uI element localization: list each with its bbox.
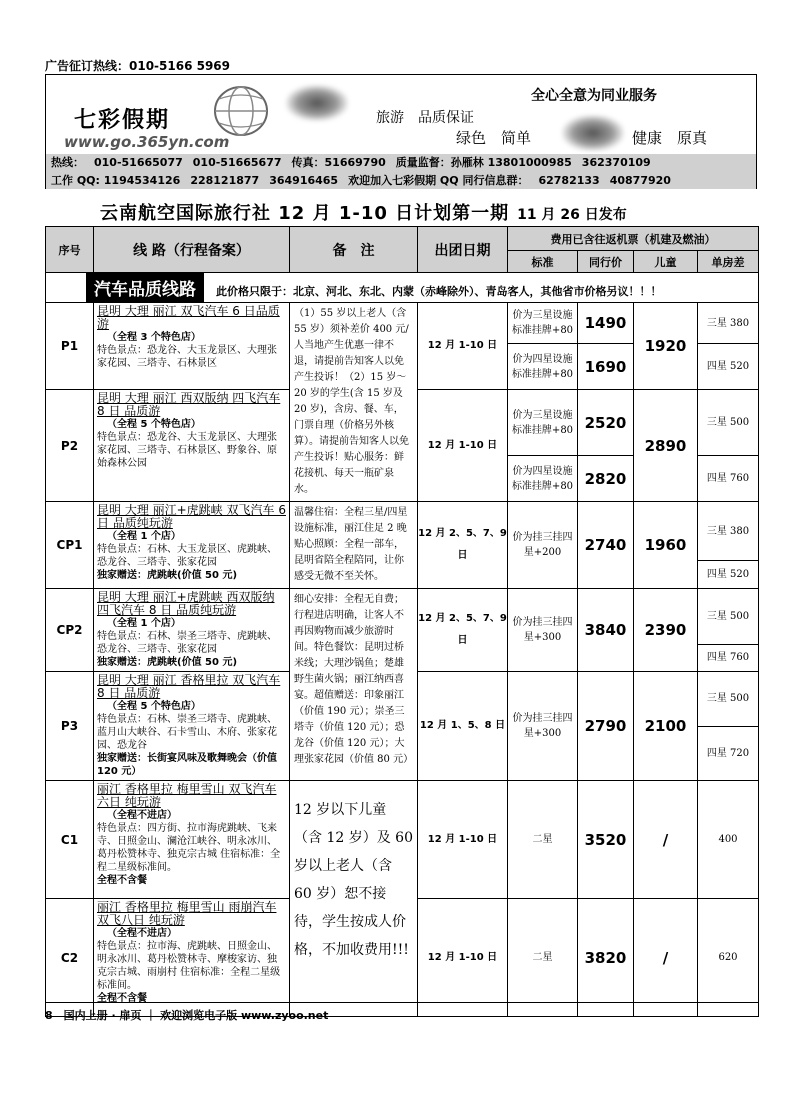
route-shop-count: （全程 1 个店） [107,618,181,629]
route-code: P2 [46,390,94,502]
route-code: P1 [46,303,94,390]
tour-price-table [45,226,759,1017]
child-price: 2390 [634,589,698,672]
hotel-standard: 价为四星设施标准挂牌+80 [508,456,578,502]
peer-price: 2740 [578,502,634,589]
page-header [45,74,757,189]
route-shop-count: （全程 1 个店） [107,531,181,542]
route-info [94,502,290,589]
col-header-fee: 费用已含往返机票（机建及燃油） [508,227,759,251]
route-code: CP2 [46,589,94,672]
ad-hotline: 广告征订热线：010-5166 5969 [45,59,231,73]
route-highlights: 特色景点：石林、崇圣三塔寺、虎跳峡、恐龙谷、三塔寺、张家花园 [97,631,277,655]
single-supplement: 三星 500 [698,589,759,645]
route-title[interactable]: 昆明 大理 丽江 香格里拉 双飞汽车 8 日 品质游 [97,673,281,700]
peer-price: 3820 [578,899,634,1017]
route-info [94,672,290,781]
route-highlights: 特色景点：恐龙谷、大玉龙景区、大理张家花园、三塔寺、石林景区 [97,345,277,369]
single-supplement: 620 [698,899,759,1017]
page-footer: 8 国内上册 · 扉页 ｜ 欢迎浏览电子版 www.zyoo.net [45,1009,329,1022]
route-title[interactable]: 昆明 大理 丽江+虎跳峡 双飞汽车 6 日 品质纯玩游 [97,503,286,530]
notes-group-2: 温馨住宿：全程三星/四星设施标准，丽江住足 2 晚 贴心照顾：全程一部车，昆明省陪全程陪同，让你感受无微不至关怀。 [290,502,418,589]
depart-date: 12 月 2、5、7、9 日 [418,589,508,672]
child-price: 2890 [634,390,698,502]
depart-date: 12 月 1-10 日 [418,303,508,390]
route-highlights: 特色景点：四方街、拉市海虎跳峡、飞来寺、日照金山、澜沧江峡谷、明永冰川、葛丹松赞林寺、独克宗古城 住宿标准：全程二星级标准间。 [97,823,281,873]
route-info [94,390,290,502]
route-info [94,589,290,672]
brand-logo-text: 七彩假期 [74,107,171,133]
peer-price: 1690 [578,344,634,390]
hotel-standard: 二星 [508,899,578,1017]
route-code: C2 [46,899,94,1017]
publication-main: 云南航空国际旅行社 12 月 1-10 日计划第一期 [100,203,510,224]
hotel-standard: 价为挂三挂四星+300 [508,672,578,781]
route-info [94,781,290,899]
section-note: 此价格只限于：北京、河北、东北、内蒙（赤峰除外）、青岛客人，其他省市价格另议！！！ [216,285,662,298]
depart-date: 12 月 1-10 日 [418,899,508,1017]
col-header-depart: 出团日期 [418,227,508,273]
child-price: / [634,899,698,1017]
route-shop-count: （全程 5 个特色店） [107,419,201,430]
route-shop-count: （全程不进店） [107,810,177,821]
single-supplement: 四星 520 [698,344,759,390]
col-header-peer-price: 同行价 [578,251,634,273]
col-header-child: 儿童 [634,251,698,273]
route-title[interactable]: 丽江 香格里拉 梅里雪山 双飞汽车六日 纯玩游 [97,782,277,809]
route-title[interactable]: 昆明 大理 丽江 双飞汽车 6 日品质游 [97,304,280,331]
route-meal-note: 全程不含餐 [97,875,147,886]
route-shop-count: （全程 5 个特色店） [107,701,201,712]
col-header-route: 线 路（行程备案） [94,227,290,273]
single-supplement: 四星 760 [698,644,759,671]
child-price: 1960 [634,502,698,589]
route-code: C1 [46,781,94,899]
single-supplement: 三星 380 [698,502,759,561]
slogan-service: 全心全意为同业服务 [531,88,657,104]
route-meal-note: 全程不含餐 [97,993,147,1004]
col-header-single: 单房差 [698,251,759,273]
hotel-standard: 二星 [508,781,578,899]
hotel-standard: 价为四星设施标准挂牌+80 [508,344,578,390]
blurred-partner-logo [286,85,348,121]
route-info [94,899,290,1017]
peer-price: 1490 [578,303,634,344]
hotel-standard: 价为挂三挂四星+200 [508,502,578,589]
slogan-quality: 旅游 品质保证 [376,110,474,126]
depart-date: 12 月 1-10 日 [418,781,508,899]
route-code: P3 [46,672,94,781]
route-highlights: 特色景点：石林、崇圣三塔寺、虎跳峡、蓝月山大峡谷、石卡雪山、木府、张家花园、恐龙谷 [97,714,277,751]
route-title[interactable]: 昆明 大理 丽江+虎跳峡 西双版纳 四飞汽车 8 日 品质纯玩游 [97,590,275,617]
publication-title [100,199,627,225]
child-price: / [634,781,698,899]
hotel-standard: 价为三星设施标准挂牌+80 [508,390,578,456]
route-bonus: 独家赠送：虎跳峡(价值 50 元) [97,657,238,668]
route-bonus: 独家赠送：虎跳峡(价值 50 元) [97,570,238,581]
single-supplement: 400 [698,781,759,899]
peer-price: 3520 [578,781,634,899]
notes-group-3: 细心安排：全程无自费；行程进店明确，让客人不再因购物而减少旅游时间。特色餐饮：昆明过桥米线；大理沙锅鱼；楚雄野生菌火锅；丽江纳西喜宴。超值赠送：印象丽江（价值 190 元）；崇圣三塔寺（价值 120 元）；恐龙谷（价值 120 元）；大理张家花园（价值 80 元） [290,589,418,781]
brand-url[interactable]: www.go.365yn.com [64,133,230,151]
peer-price: 3840 [578,589,634,672]
route-info [94,303,290,390]
depart-date: 12 月 2、5、7、9 日 [418,502,508,589]
route-highlights: 特色景点：拉市海、虎跳峡、日照金山、明永冰川、葛丹松赞林寺、摩梭家访、独克宗古城、雨崩村 住宿标准：全程二星级标准间。 [97,941,281,991]
single-supplement: 四星 760 [698,456,759,502]
depart-date: 12 月 1-10 日 [418,390,508,502]
route-highlights: 特色景点：石林、大玉龙景区、虎跳峡、恐龙谷、三塔寺、张家花园 [97,544,277,568]
single-supplement: 三星 500 [698,390,759,456]
child-price: 1920 [634,303,698,390]
col-header-standard: 标准 [508,251,578,273]
route-shop-count: （全程 3 个特色店） [107,332,201,343]
route-shop-count: （全程不进店） [107,928,177,939]
peer-price: 2790 [578,672,634,781]
blurred-partner-logo [562,115,624,151]
section-title: 汽车品质线路 [86,273,204,302]
route-title[interactable]: 丽江 香格里拉 梅里雪山 雨崩汽车双飞八日 纯玩游 [97,900,277,927]
hotel-standard: 价为三星设施标准挂牌+80 [508,303,578,344]
hotel-standard: 价为挂三挂四星+300 [508,589,578,672]
single-supplement: 四星 520 [698,561,759,589]
notes-group-4: 12 岁以下儿童（含 12 岁）及 60 岁以上老人（含 60 岁）恕不接待，学生按成人价格，不加收费用!!! [290,781,418,1017]
single-supplement: 三星 500 [698,672,759,727]
footer-divider [45,1002,758,1003]
section-header-row [46,273,759,303]
peer-price: 2820 [578,456,634,502]
globe-logo-icon [211,83,271,138]
contact-line-1: 热线： 010-51665077 010-51665677 传真：51669790 质量监督：孙雁林 13801000985 362370109 [51,156,651,169]
peer-price: 2520 [578,390,634,456]
route-code: CP1 [46,502,94,589]
route-title[interactable]: 昆明 大理 丽江 西双版纳 四飞汽车 8 日 品质游 [97,391,281,418]
route-highlights: 特色景点：恐龙谷、大玉龙景区、大理张家花园、三塔寺、石林景区、野象谷、原始森林公园 [97,432,277,469]
col-header-no: 序号 [46,227,94,273]
slogan-green: 绿色 简单 [456,129,532,147]
child-price: 2100 [634,672,698,781]
publication-date: 11 月 26 日发布 [517,207,627,223]
notes-group-1: （1）55 岁以上老人（含 55 岁）须补差价 400 元/人当地产生优惠一律不退，请提前告知客人以免产生投诉！（2）15 岁～20 岁的学生(含 15 岁及 20 岁)，含房、餐、车，门票自理（价格另外核算）。请提前告知客人以免产生投诉！贴心服务：鲜花接机、每天一瓶矿泉水。 [290,303,418,502]
slogan-healthy: 健康 原真 [632,129,708,147]
single-supplement: 三星 380 [698,303,759,344]
depart-date: 12 月 1、5、8 日 [418,672,508,781]
single-supplement: 四星 720 [698,726,759,781]
route-bonus: 独家赠送：长街宴风味及歌舞晚会（价值 120 元） [97,753,277,777]
contact-line-2: 工作 QQ: 1194534126 228121877 364916465 欢迎加入七彩假期 QQ 同行信息群： 62782133 40877920 [51,174,671,187]
col-header-notes: 备 注 [290,227,418,273]
